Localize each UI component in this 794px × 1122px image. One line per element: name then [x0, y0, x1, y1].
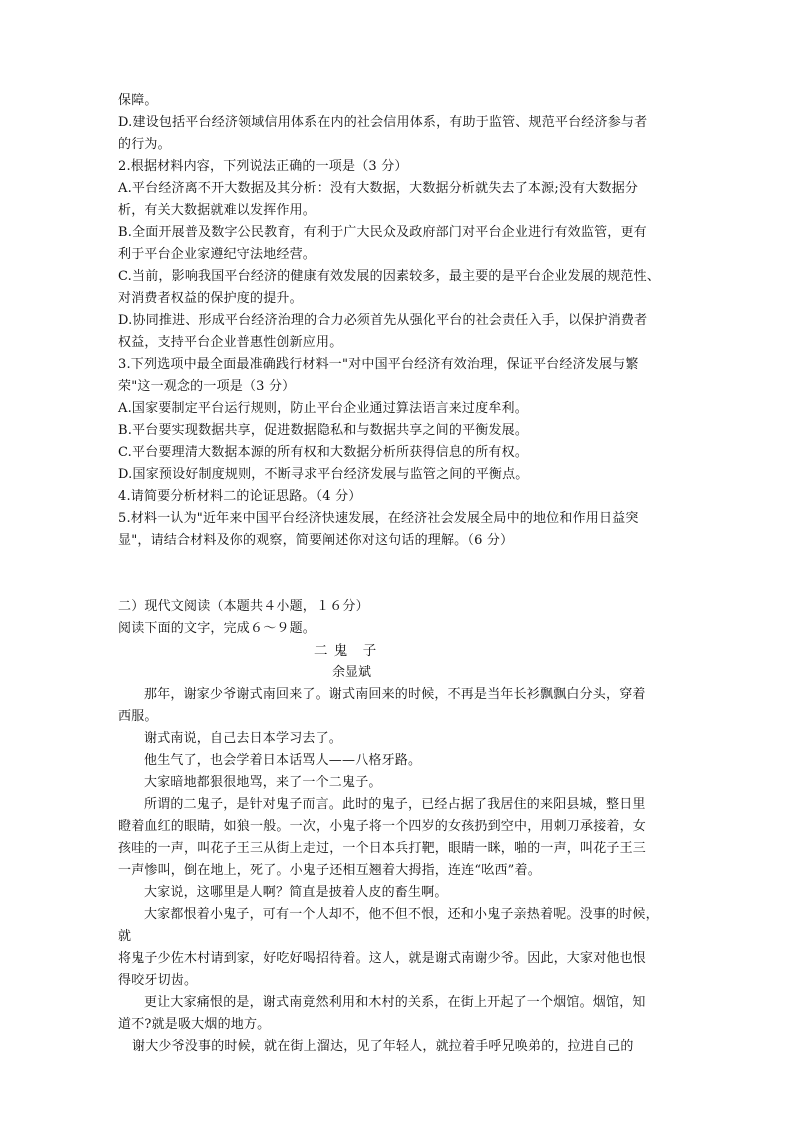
paragraph-line: 一声惨叫，倒在地上，死了。小鬼子还相互翘着大拇指，连连“吆西”着。 — [118, 863, 541, 878]
paragraph-line: 西服。 — [118, 709, 158, 724]
text-line: B.全面开展普及数字公民教育，有利于广大民众及政府部门对平台企业进行有效监管，更有 — [118, 225, 647, 240]
paragraph-line: 他生气了，也会学着日本话骂人——八格牙路。 — [144, 753, 422, 768]
text-line: 的行为。 — [118, 137, 171, 152]
text-line: 4.请简要分析材料二的论证思路。（4 分） — [118, 489, 362, 504]
paragraph-line: 将鬼子少佐木村请到家，好吃好喝招待着。这人，就是谢式南谢少爷。因此，大家对他也恨 — [118, 951, 647, 966]
story-author: 余显斌 — [332, 665, 372, 680]
text-line: B.平台要实现数据共享，促进数据隐私和与数据共享之间的平衡发展。 — [118, 423, 529, 438]
text-line: C.平台要理清大数据本源的所有权和大数据分析所获得信息的所有权。 — [118, 445, 529, 460]
text-line: A.平台经济离不开大数据及其分析：没有大数据，大数据分析就失去了本源;没有大数据分 — [118, 181, 639, 196]
question-section — [118, 90, 678, 552]
paragraph-line: 更让大家痛恨的是，谢式南竟然利用和木村的关系，在街上开起了一个烟馆。烟馆，知 — [144, 995, 646, 1010]
story-body — [118, 684, 678, 1058]
section-heading: 二）现代文阅读（本题共４小题，１６分） — [118, 599, 369, 614]
text-line: 权益，支持平台企业普惠性创新应用。 — [118, 335, 343, 350]
paragraph-line: 谢大少爷没事的时候，就在街上溜达，见了年轻人，就拉着手呼兄唤弟的，拉进自己的 — [132, 1039, 634, 1054]
text-line: D.协同推进、形成平台经济治理的合力必须首先从强化平台的社会责任入手，以保护消费者 — [118, 313, 648, 328]
text-line: A.国家要制定平台运行规则，防止平台企业通过算法语言来过度牟利。 — [118, 401, 528, 416]
text-line: 显"，请结合材料及你的观察，简要阐述你对这句话的理解。（6 分） — [118, 533, 514, 548]
paragraph-line: 孩哇的一声，叫花子王三从街上走过，一个日本兵打靶，眼睛一眯，啪的一声，叫花子王三 — [118, 841, 647, 856]
section-gap — [118, 552, 678, 596]
paragraph-line: 大家都恨着小鬼子，可有一个人却不，他不但不恨，还和小鬼子亲热着呢。没事的时候， — [144, 907, 659, 922]
story-title: 二 鬼 子 — [314, 643, 378, 659]
text-line: 对消费者权益的保护度的提升。 — [118, 291, 303, 306]
text-line: 3.下列选项中最全面最准确践行材料一"对中国平台经济有效治理，保证平台经济发展与繁 — [118, 357, 639, 372]
paragraph-line: 所谓的二鬼子，是针对鬼子而言。此时的鬼子，已经占据了我居住的来阳县城，整日里 — [144, 797, 646, 812]
text-line: D.国家预设好制度规则，不断寻求平台经济发展与监管之间的平衡点。 — [118, 467, 529, 482]
text-line: 荣"这一观念的一项是（3 分） — [118, 379, 296, 394]
text-line: 保障。 — [118, 93, 158, 108]
text-line: 2.根据材料内容，下列说法正确的一项是（3 分） — [118, 159, 408, 174]
paragraph-line: 那年，谢家少爷谢式南回来了。谢式南回来的时候，不再是当年长衫飘飘白分头，穿着 — [144, 687, 646, 702]
paragraph-line: 就 — [118, 929, 132, 944]
text-line: D.建设包括平台经济领域信用体系在内的社会信用体系，有助于监管、规范平台经济参与者 — [118, 115, 648, 130]
text-line: C.当前，影响我国平台经济的健康有效发展的因素较多，最主要的是平台企业发展的规范性、 — [118, 269, 661, 284]
document-page — [118, 90, 678, 1058]
paragraph-line: 大家说，这哪里是人啊？简直是披着人皮的畜生啊。 — [144, 885, 448, 900]
section-instruction: 阅读下面的文字，完成６～９题。 — [118, 621, 317, 636]
paragraph-line: 瞪着血红的眼睛，如狼一般。一次，小鬼子将一个四岁的女孩扔到空中，用刺刀承接着，女 — [118, 819, 647, 834]
text-line: 利于平台企业家遵纪守法地经营。 — [118, 247, 317, 262]
text-line: 析，有关大数据就难以发挥作用。 — [118, 203, 317, 218]
text-line: 5.材料一认为"近年来中国平台经济快速发展，在经济社会发展全局中的地位和作用日益突 — [118, 511, 639, 526]
paragraph-line: 大家暗地都狠很地骂，来了一个二鬼子。 — [144, 775, 382, 790]
paragraph-line: 谢式南说，自己去日本学习去了。 — [144, 731, 343, 746]
paragraph-line: 道不?就是吸大烟的地方。 — [118, 1017, 271, 1032]
paragraph-line: 得咬牙切齿。 — [118, 973, 198, 988]
